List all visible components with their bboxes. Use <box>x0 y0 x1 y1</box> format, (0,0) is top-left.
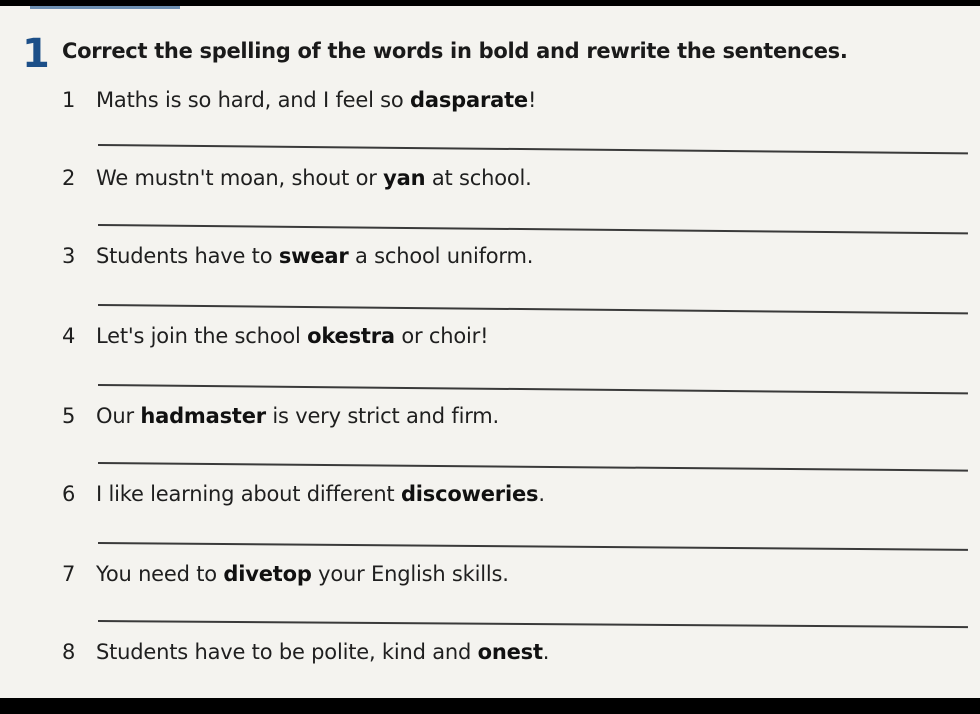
misspelled-word: swear <box>278 244 349 268</box>
answer-line[interactable] <box>98 224 968 234</box>
sentence-item <box>62 404 499 428</box>
answer-line[interactable] <box>98 144 968 154</box>
answer-line[interactable] <box>98 462 968 472</box>
answer-line[interactable] <box>98 620 968 628</box>
sentence-item <box>62 324 488 348</box>
answer-line[interactable] <box>98 542 968 551</box>
sentence-item <box>62 640 549 664</box>
sentence-text: . <box>538 482 545 506</box>
sentence-text: Let's join the school <box>96 324 308 348</box>
worksheet-page <box>0 6 980 698</box>
sentence-text: Maths is so hard, and I feel so <box>96 88 411 112</box>
item-number: 4 <box>62 324 76 348</box>
item-number: 2 <box>62 166 76 190</box>
sentence-text: ! <box>527 88 537 112</box>
sentence-text: You need to <box>96 562 224 586</box>
misspelled-word: discoweries <box>400 482 539 506</box>
sentence-item <box>62 562 509 586</box>
header-accent-bar <box>30 6 180 9</box>
bottom-border <box>0 698 980 714</box>
item-number: 8 <box>62 640 76 664</box>
item-number: 3 <box>62 244 76 268</box>
sentence-text: your English skills. <box>311 562 509 586</box>
sentence-text: . <box>542 640 550 664</box>
misspelled-word: okestra <box>307 324 395 348</box>
exercise-instruction: Correct the spelling of the words in bold and rewrite the sentences. <box>62 39 848 63</box>
item-number: 7 <box>62 562 76 586</box>
misspelled-word: yan <box>383 166 426 190</box>
sentence-text: is very strict and firm. <box>265 404 500 428</box>
sentence-text: I like learning about different <box>96 482 401 506</box>
item-number: 5 <box>62 404 76 428</box>
misspelled-word: onest <box>477 640 543 664</box>
answer-line[interactable] <box>98 384 968 394</box>
sentence-text: a school uniform. <box>348 244 534 268</box>
sentence-text: We mustn't moan, shout or <box>96 166 384 190</box>
misspelled-word: hadmaster <box>140 404 266 428</box>
sentence-text: Students have to be polite, kind and <box>96 640 478 664</box>
answer-line[interactable] <box>98 304 968 314</box>
sentence-item <box>62 482 545 506</box>
sentence-item <box>62 166 532 190</box>
sentence-item <box>62 88 536 112</box>
misspelled-word: dasparate <box>410 88 528 112</box>
exercise-number: 1 <box>22 31 50 77</box>
sentence-item <box>62 244 533 268</box>
misspelled-word: divetop <box>223 562 312 586</box>
sentence-text: Our <box>96 404 141 428</box>
sentence-text: Students have to <box>96 244 279 268</box>
sentence-text: at school. <box>425 166 532 190</box>
item-number: 6 <box>62 482 76 506</box>
sentence-text: or choir! <box>394 324 489 348</box>
item-number: 1 <box>62 88 76 112</box>
